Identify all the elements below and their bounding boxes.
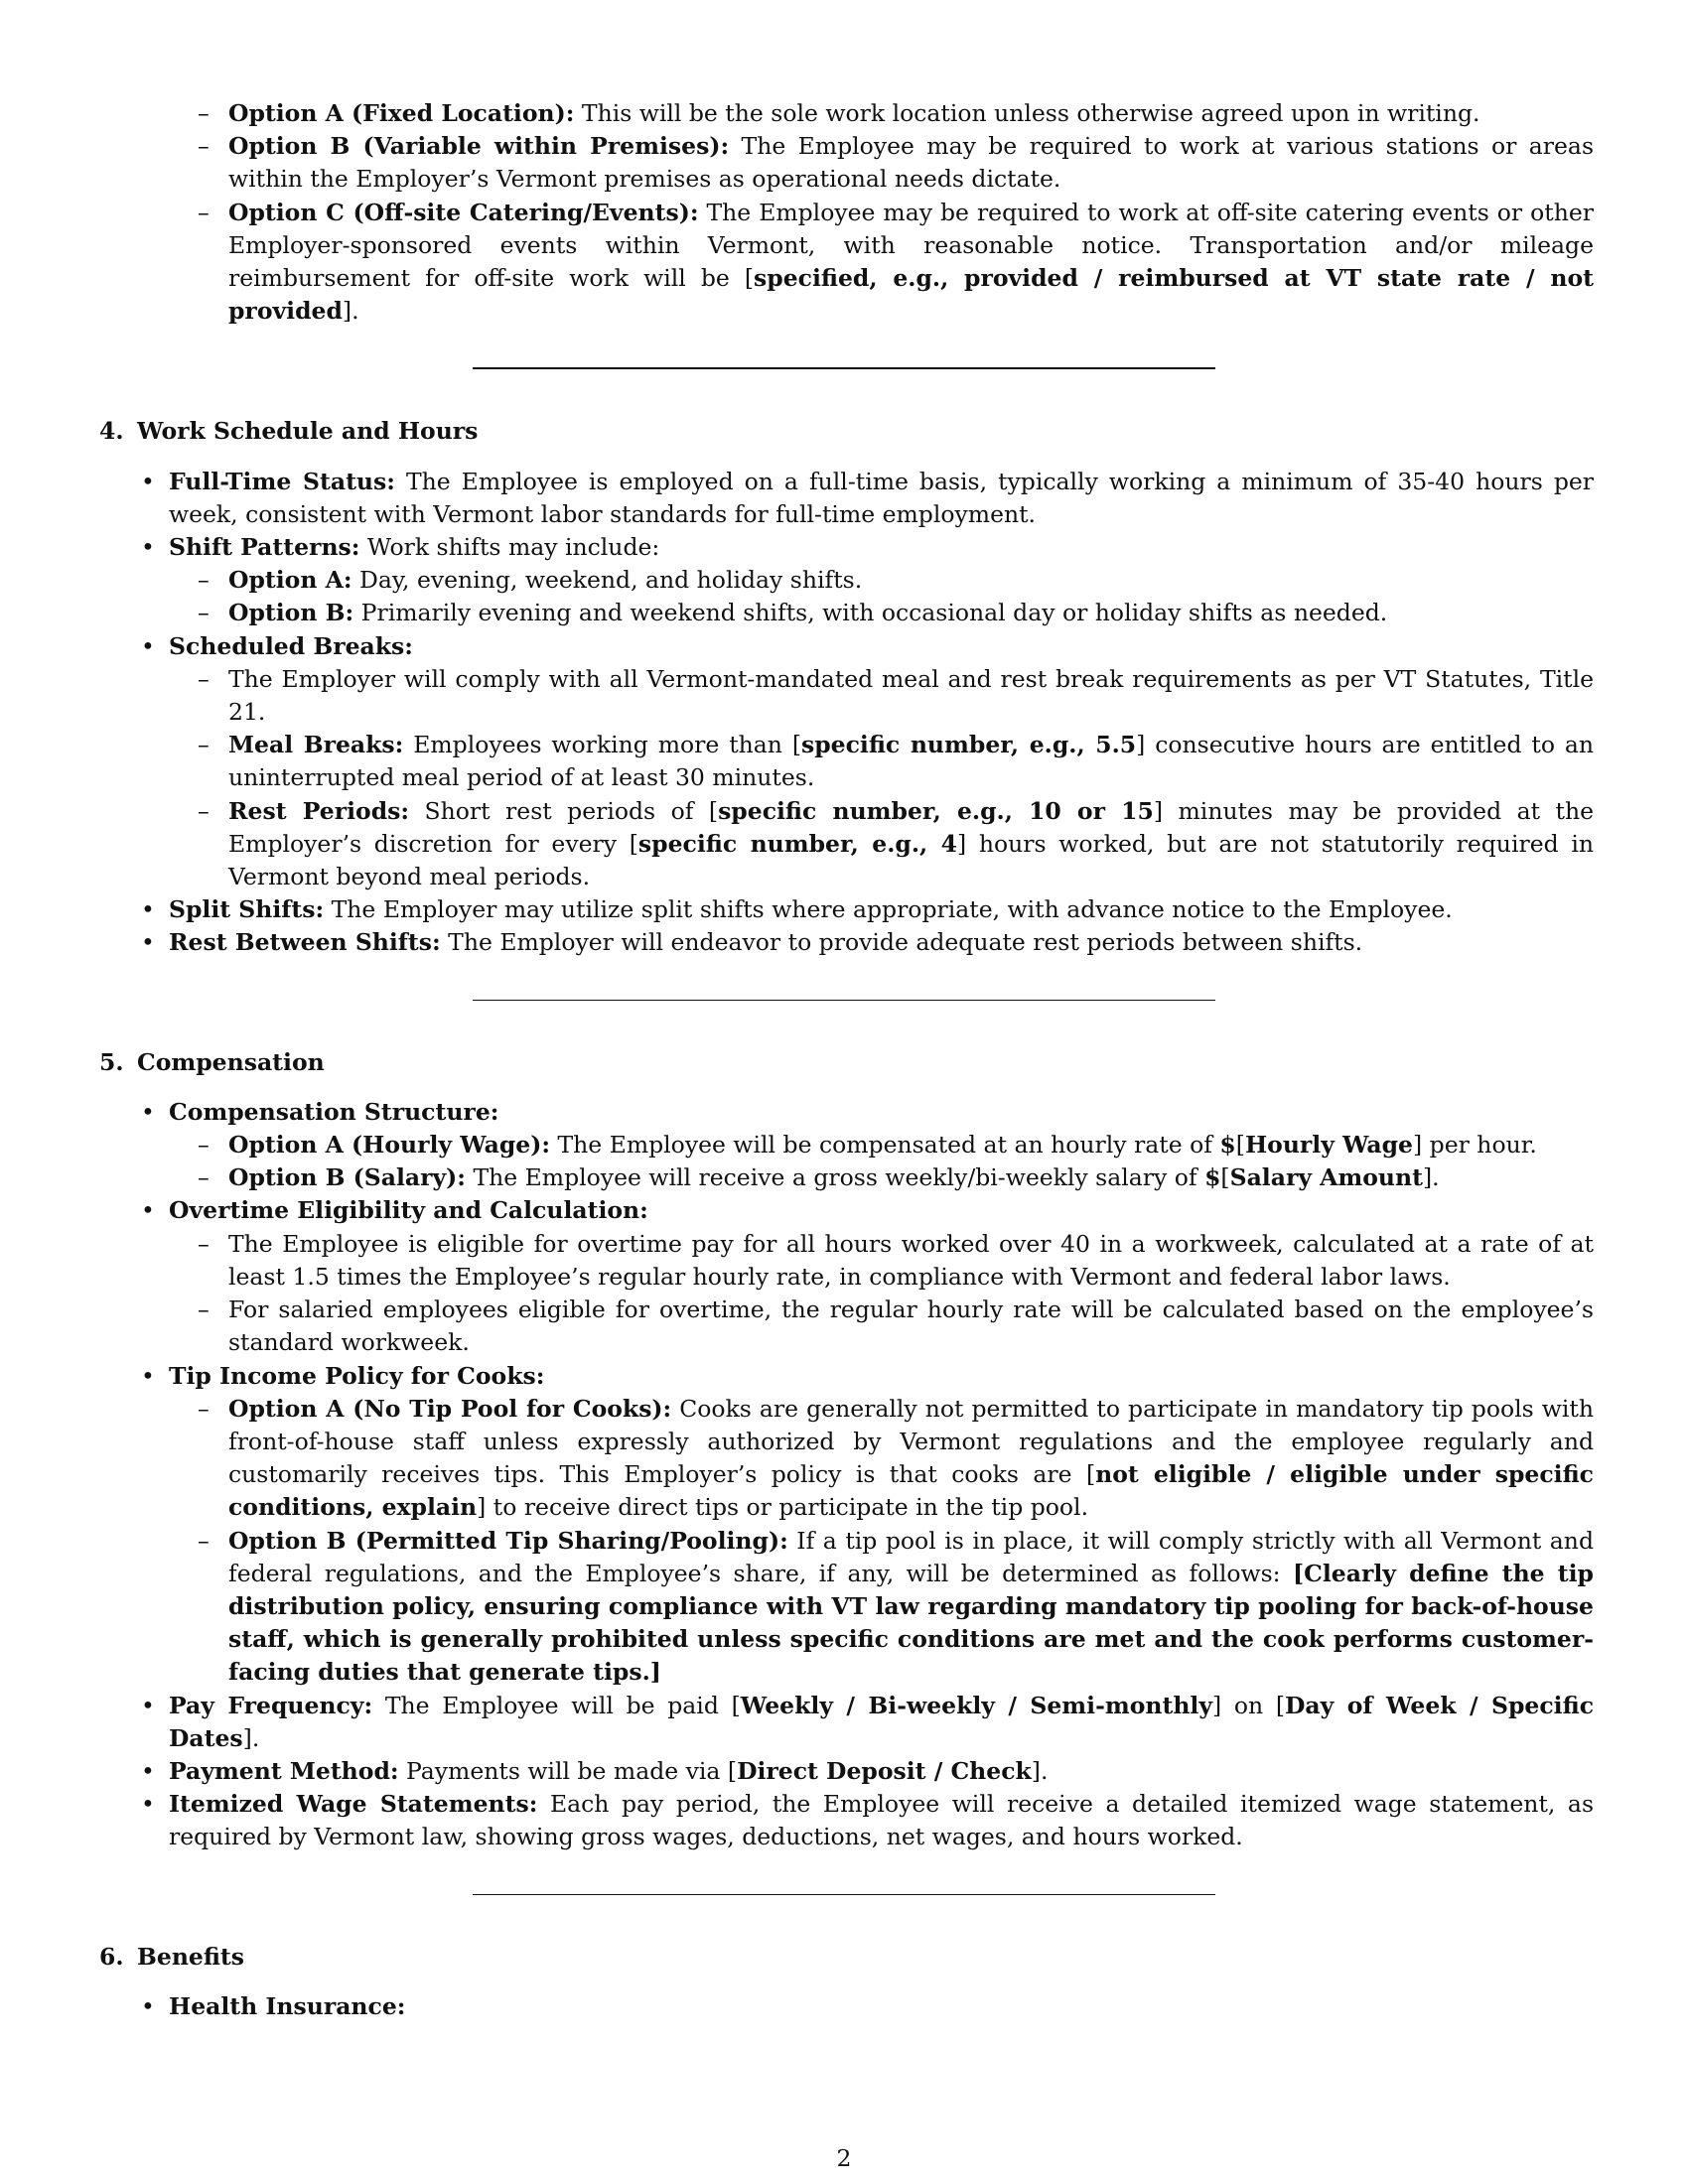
list-item: – Option C (Off-site Catering/Events): The Employee may be required to work at off-site catering events or other Employer-sponsored events within Vermont, with reasonable notice. Transportation and/or mileage reimbursement for off-site work will be [specified, e.g., provided / reimbursed at VT state rate / not provided]. bbox=[228, 197, 1594, 329]
list-item: • Split Shifts: The Employer may utilize split shifts where appropriate, with advance notice to the Employee. bbox=[169, 893, 1594, 926]
list-item: – For salaried employees eligible for overtime, the regular hourly rate will be calculated based on the employee’s standard workweek. bbox=[228, 1294, 1594, 1359]
list-item: • Overtime Eligibility and Calculation: – The Employee is eligible for overtime pay for all hours worked over 40 in a workweek, calculated at a rate of at least 1.5 times the Employee’s regular hourly rate, in compliance with Vermont and federal labor laws. – For salaried employees eligible for overtime, the regular hourly rate will be calculated based on the employee’s standard workweek. bbox=[169, 1194, 1594, 1359]
section-heading: 4. Work Schedule and Hours bbox=[99, 417, 479, 446]
compensation-list bbox=[99, 1096, 1594, 1854]
list-item: • Scheduled Breaks: – The Employer will comply with all Vermont-mandated meal and rest break requirements as per VT Statutes, Title 21. – Meal Breaks: Employees working more than [specific number, e.g., 5.5] consecutive hours are entitled to an uninterrupted meal period of at least 30 minutes. – Rest Periods: Short rest periods of [specific number, e.g., 10 or 15] minutes may be provided at the Employer’s discretion for every [specific number, e.g., 4] hours worked, but are not statutorily required in Vermont beyond meal periods. bbox=[169, 630, 1594, 894]
list-item: – Option A: Day, evening, weekend, and holiday shifts. bbox=[228, 564, 1594, 597]
location-options-list bbox=[99, 97, 1594, 328]
benefits-list bbox=[99, 1990, 1594, 2023]
section-divider bbox=[473, 1000, 1215, 1001]
list-item: – Option A (No Tip Pool for Cooks): Cooks are generally not permitted to participate in mandatory tip pools with front-of-house staff unless expressly authorized by Vermont regulations and the employee regularly and customarily receives tips. This Employer’s policy is that cooks are [not eligible / eligible under specific conditions, explain] to receive direct tips or participate in the tip pool. bbox=[228, 1393, 1594, 1525]
list-item: – Option B (Variable within Premises): The Employee may be required to work at various stations or areas within the Employer’s Vermont premises as operational needs dictate. bbox=[228, 130, 1594, 196]
page-number: 2 bbox=[836, 2144, 852, 2172]
section-divider bbox=[473, 367, 1215, 369]
list-item: • Pay Frequency: The Employee will be paid [Weekly / Bi-weekly / Semi-monthly] on [Day of Week / Specific Dates]. bbox=[169, 1690, 1594, 1755]
list-item: – Rest Periods: Short rest periods of [specific number, e.g., 10 or 15] minutes may be provided at the Employer’s discretion for every [specific number, e.g., 4] hours worked, but are not statutorily required in Vermont beyond meal periods. bbox=[228, 795, 1594, 894]
list-item: – Option B (Permitted Tip Sharing/Pooling): If a tip pool is in place, it will comply strictly with all Vermont and federal regulations, and the Employee’s share, if any, will be determined as follows: [Clearly define the tip distribution policy, ensuring compliance with VT law regarding mandatory tip pooling for back-of-house staff, which is generally prohibited unless specific conditions are met and the cook performs customer-facing duties that generate tips.] bbox=[228, 1525, 1594, 1690]
work-schedule-list bbox=[99, 466, 1594, 960]
list-item: • Itemized Wage Statements: Each pay period, the Employee will receive a detailed itemized wage statement, as required by Vermont law, showing gross wages, deductions, net wages, and hours worked. bbox=[169, 1788, 1594, 1853]
section-heading: 5. Compensation bbox=[99, 1047, 325, 1076]
list-item: – Option A (Hourly Wage): The Employee will be compensated at an hourly rate of $[Hourly Wage] per hour. bbox=[228, 1129, 1594, 1161]
document-page bbox=[99, 97, 1594, 2023]
list-item: – The Employer will comply with all Vermont-mandated meal and rest break requirements as per VT Statutes, Title 21. bbox=[228, 663, 1594, 729]
list-item: • Payment Method: Payments will be made via [Direct Deposit / Check]. bbox=[169, 1755, 1594, 1788]
list-item: • Health Insurance: bbox=[169, 1990, 1594, 2023]
list-item: • Compensation Structure: – Option A (Hourly Wage): The Employee will be compensated at an hourly rate of $[Hourly Wage] per hour. – Option B (Salary): The Employee will receive a gross weekly/bi-weekly salary of $[Salary Amount]. bbox=[169, 1096, 1594, 1195]
list-item: – The Employee is eligible for overtime pay for all hours worked over 40 in a workweek, calculated at a rate of at least 1.5 times the Employee’s regular hourly rate, in compliance with Vermont and federal labor laws. bbox=[228, 1228, 1594, 1294]
list-item: – Option A (Fixed Location): This will be the sole work location unless otherwise agreed upon in writing. bbox=[228, 97, 1594, 130]
section-heading: 6. Benefits bbox=[99, 1942, 245, 1971]
list-item: – Meal Breaks: Employees working more than [specific number, e.g., 5.5] consecutive hours are entitled to an uninterrupted meal period of at least 30 minutes. bbox=[228, 729, 1594, 794]
list-item: – Option B (Salary): The Employee will receive a gross weekly/bi-weekly salary of $[Salary Amount]. bbox=[228, 1161, 1594, 1194]
section-divider bbox=[473, 1894, 1215, 1895]
list-item: – Option B: Primarily evening and weekend shifts, with occasional day or holiday shifts as needed. bbox=[228, 597, 1594, 629]
list-item: • Tip Income Policy for Cooks: – Option A (No Tip Pool for Cooks): Cooks are generally not permitted to participate in mandatory tip pools with front-of-house staff unless expressly authorized by Vermont regulations and the employee regularly and customarily receives tips. This Employer’s policy is that cooks are [not eligible / eligible under specific conditions, explain] to receive direct tips or participate in the tip pool. – Option B (Permitted Tip Sharing/Pooling): If a tip pool is in place, it will comply strictly with all Vermont and federal regulations, and the Employee’s share, if any, will be determined as follows: [Clearly define the tip distribution policy, ensuring compliance with VT law regarding mandatory tip pooling for back-of-house staff, which is generally prohibited unless specific conditions are met and the cook performs customer-facing duties that generate tips.] bbox=[169, 1360, 1594, 1690]
list-item: • Shift Patterns: Work shifts may include: – Option A: Day, evening, weekend, and holiday shifts. – Option B: Primarily evening and weekend shifts, with occasional day or holiday shifts as needed. bbox=[169, 531, 1594, 630]
list-item: • Full-Time Status: The Employee is employed on a full-time basis, typically working a minimum of 35-40 hours per week, consistent with Vermont labor standards for full-time employment. bbox=[169, 466, 1594, 531]
list-item: • Rest Between Shifts: The Employer will endeavor to provide adequate rest periods between shifts. bbox=[169, 926, 1594, 959]
